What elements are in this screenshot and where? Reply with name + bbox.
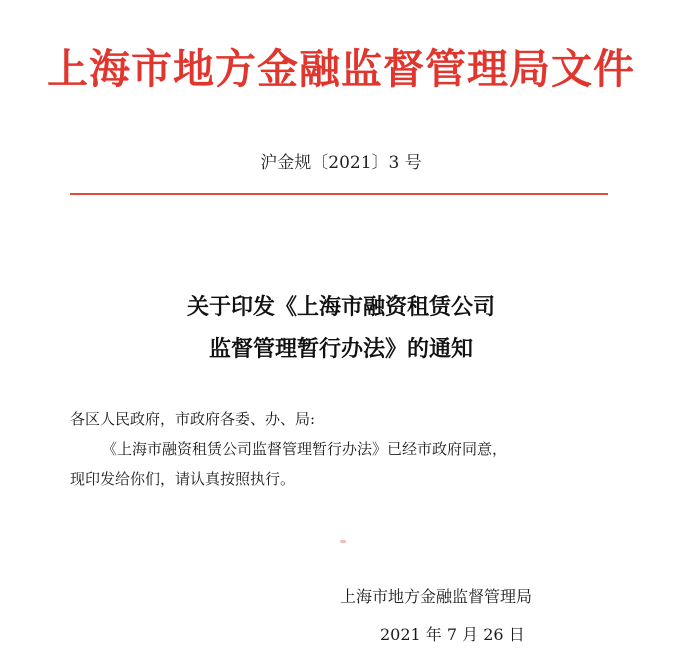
red-divider-line	[70, 193, 608, 195]
body-paragraph-line-1: 《上海市融资租赁公司监督管理暂行办法》已经市政府同意，	[102, 440, 508, 458]
salutation: 各区人民政府，市政府各委、办、局:	[70, 410, 316, 428]
notice-title-line-2: 监督管理暂行办法》的通知	[208, 336, 473, 362]
body-paragraph-line-2: 现印发给你们，请认真按照执行。	[70, 470, 296, 488]
masthead-title: 上海市地方金融监督管理局文件	[47, 45, 635, 93]
issue-date: 2021 年 7 月 26 日	[380, 625, 525, 644]
signature-block	[340, 578, 590, 654]
notice-title-line-1: 关于印发《上海市融资租赁公司	[186, 294, 495, 320]
notice-title	[0, 286, 682, 370]
issuer-name: 上海市地方金融监督管理局	[340, 587, 533, 606]
notice-body	[70, 404, 630, 494]
document-number: 沪金规〔2021〕3 号	[260, 153, 422, 173]
print-speck	[340, 540, 346, 543]
